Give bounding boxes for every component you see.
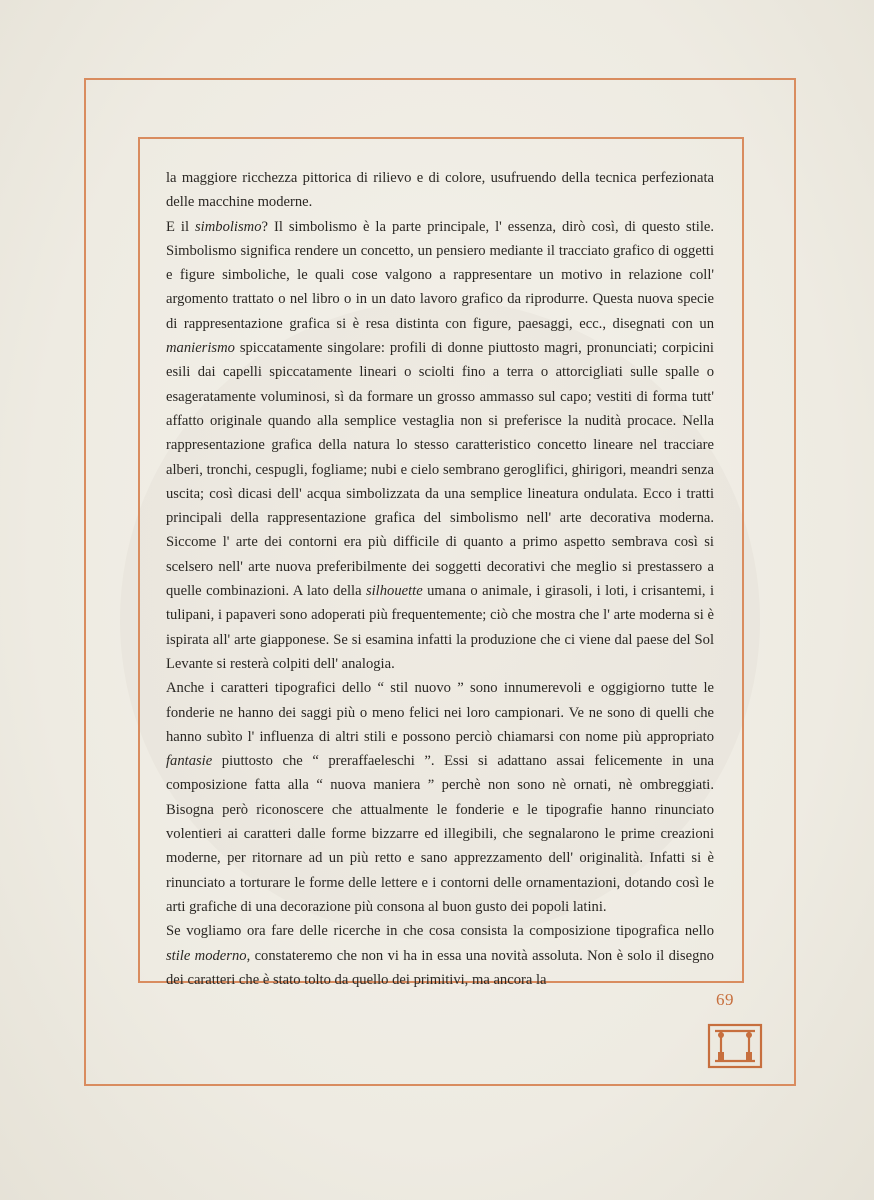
paragraph-4-text-b: , constateremo che non vi ha in essa una novità assoluta. Non è solo il disegno dei caratteri che è stato tolto da quello dei primitivi, ma ancora la [166, 947, 714, 988]
italic-manierismo: manierismo [166, 340, 235, 357]
paragraph-3-text-a: Anche i caratteri tipografici dello “ stil nuovo ” sono innumerevoli e oggigiorno tutte le fonderie ne hanno dei saggi più o meno felici nei loro campionari. Ve ne sono di quelli che hanno subìto l' influenza di altri stili e possono perciò chiamarsi con nome più appropriato [166, 680, 714, 745]
paragraph-1-text: la maggiore ricchezza pittorica di rilievo e di colore, usufruendo della tecnica perfezionata delle macchine moderne. [166, 170, 714, 211]
page-number: 69 [716, 990, 734, 1009]
paragraph-3-text-b: piuttosto che “ preraffaeleschi ”. Essi si adattano assai felicemente in una composizione fatta alla “ nuova maniera ” perchè non sono nè ornati, nè ombreggiati. Bisogna però riconoscere che attualmente le fonderie e le tipografie hanno rinunciato volentieri ai caratteri dalle forme bizzarre ed illegibili, che segnalarono le prime creazioni moderne, per ritornare ad un più retto e sano apprezzamento dell' originalità. Infatti si è rinunciato a torturare le forme delle lettere e i contorni delle ornamentazioni, dotando così le arti grafiche di una decorazione più consona al buon gusto dei popoli latini. [166, 753, 714, 915]
gate-ornament-icon [706, 1022, 764, 1070]
italic-stile-moderno: stile moderno [166, 947, 247, 964]
paragraph-2-text-c: spiccatamente singolare: profili di donne piuttosto magri, pronunciati; corpicini esili dai capelli spiccatamente lineari o sciolti fino a terra o attorcigliati sulle spalle o esageratamente voluminosi, sì da formare un grosso ammasso sul capo; vestiti di forma tutt' affatto originale quando alla semplice vestaglia non si preferisce la nudità procace. Nella rappresentazione grafica della natura lo stesso caratteristico concetto lineare nel tracciare alberi, tronchi, cespugli, fogliame; nubi e cielo sembrano geroglifici, ghirigori, meandri senza uscita; così dicasi dell' acqua simbolizzata da una semplice lineatura ondulata. Ecco i tratti principali della rappresentazione grafica del simbolismo nell' arte decorativa moderna. Siccome l' arte dei contorni era più difficile di quanto a primo aspetto sembrava così si scelsero nell' arte nuova preferibilmente dei soggetti decorativi che meglio si prestassero a quelle combinazioni. A lato della [166, 340, 714, 600]
paragraph-4-text-a: Se vogliamo ora fare delle ricerche in che cosa consista la composizione tipografica nello [166, 923, 714, 940]
paragraph-2 [166, 215, 714, 677]
body-text [166, 166, 714, 986]
paragraph-2-text-a: E il [166, 218, 195, 235]
paragraph-4 [166, 919, 714, 992]
italic-fantasie: fantasie [166, 753, 213, 770]
paragraph-1 [166, 166, 714, 215]
italic-simbolismo: simbolismo [195, 218, 262, 235]
paragraph-2-text-d: umana o animale, i girasoli, i loti, i crisantemi, i tulipani, i papaveri sono adoperati più frequentemente; ciò che mostra che l' arte moderna si è ispirata all' arte giapponese. Se si esamina infatti la produzione che ci viene dal paese del Sol Levante si resterà colpiti dell' analogia. [166, 583, 714, 672]
italic-silhouette: silhouette [365, 583, 423, 600]
paragraph-2-text-b: ? Il simbolismo è la parte principale, l' essenza, dirò così, di questo stile. Simbolismo significa rendere un concetto, un pensiero mediante il tracciato grafico di oggetti e figure simboliche, le quali cose valgono a rappresentare un motivo in relazione coll' argomento trattato o nel libro o in un dato lavoro grafico da riprodurre. Questa nuova specie di rappresentazione grafica si è resa distinta con figure, paesaggi, ecc., disegnati con un [166, 218, 714, 332]
paragraph-3 [166, 676, 714, 919]
